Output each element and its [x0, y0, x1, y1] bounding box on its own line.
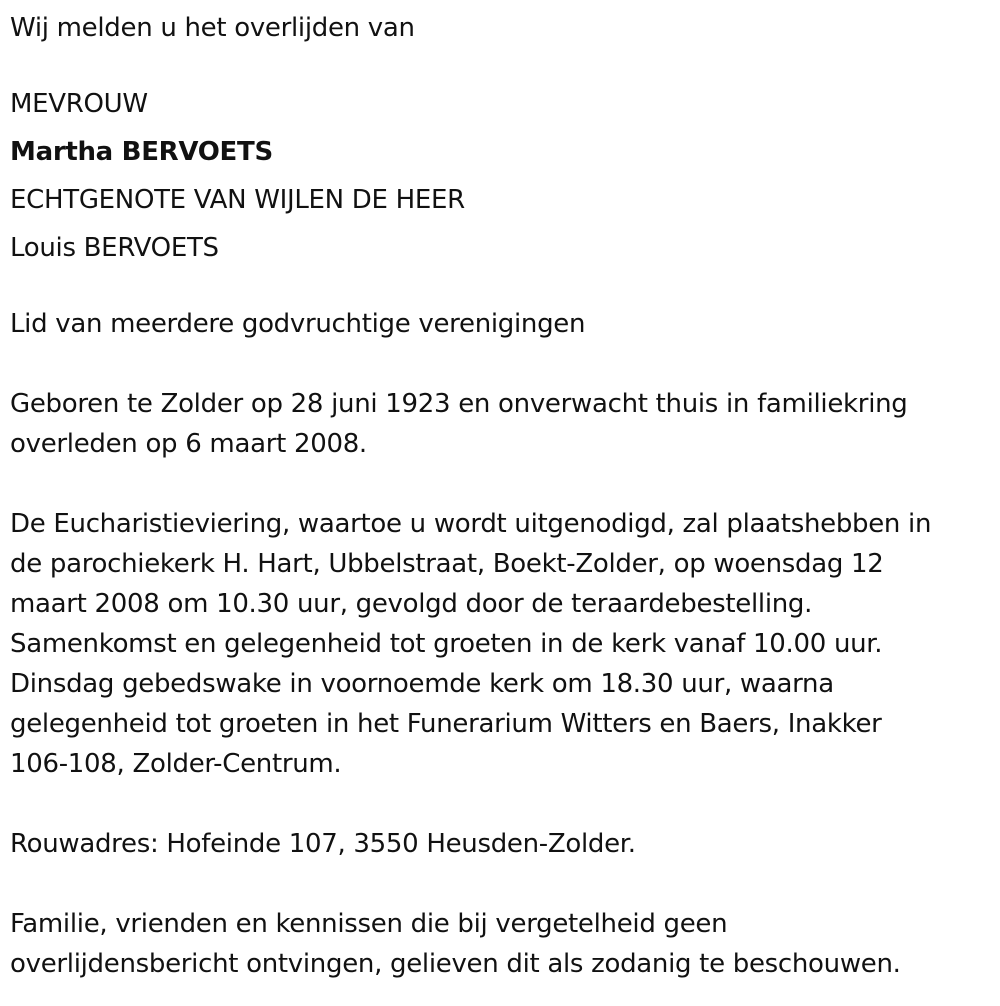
spacer	[10, 48, 985, 80]
paragraph-line: overlijdensbericht ontvingen, gelieven dit als zodanig te beschouwen.	[10, 949, 901, 979]
paragraph-line: Familie, vrienden en kennissen die bij vergetelheid geen	[10, 909, 728, 939]
mourning-address: Rouwadres: Hofeinde 107, 3550 Heusden-Zolder.	[10, 829, 636, 859]
title-prefix: MEVROUW	[10, 89, 148, 119]
spouse-name: Louis BERVOETS	[10, 233, 219, 263]
spacer	[10, 344, 985, 384]
spouse-label: ECHTGENOTE VAN WIJLEN DE HEER	[10, 185, 465, 215]
spacer	[10, 272, 985, 304]
paragraph-line: De Eucharistieviering, waartoe u wordt uitgenodigd, zal plaatshebben in	[10, 509, 932, 539]
paragraph-line: maart 2008 om 10.30 uur, gevolgd door de teraardebestelling.	[10, 589, 813, 619]
paragraph-line: de parochiekerk H. Hart, Ubbelstraat, Boekt-Zolder, op woensdag 12	[10, 549, 884, 579]
paragraph-line: Samenkomst en gelegenheid tot groeten in de kerk vanaf 10.00 uur.	[10, 629, 883, 659]
spacer	[10, 464, 985, 504]
paragraph-line: Geboren te Zolder op 28 juni 1923 en onverwacht thuis in familiekring	[10, 389, 908, 419]
spacer	[10, 784, 985, 824]
deceased-name: Martha BERVOETS	[10, 137, 273, 167]
ceremony-paragraph	[10, 504, 985, 784]
spacer	[10, 864, 985, 904]
birth-death-paragraph	[10, 384, 985, 464]
paragraph-line: overleden op 6 maart 2008.	[10, 429, 367, 459]
paragraph-line: Dinsdag gebedswake in voornoemde kerk om 18.30 uur, waarna	[10, 669, 834, 699]
membership-text: Lid van meerdere godvruchtige verenigingen	[10, 309, 586, 339]
intro-text: Wij melden u het overlijden van	[10, 13, 415, 43]
obituary-notice	[10, 8, 985, 984]
closing-paragraph	[10, 904, 985, 984]
paragraph-line: gelegenheid tot groeten in het Funerarium Witters en Baers, Inakker	[10, 709, 882, 739]
paragraph-line: 106-108, Zolder-Centrum.	[10, 749, 342, 779]
